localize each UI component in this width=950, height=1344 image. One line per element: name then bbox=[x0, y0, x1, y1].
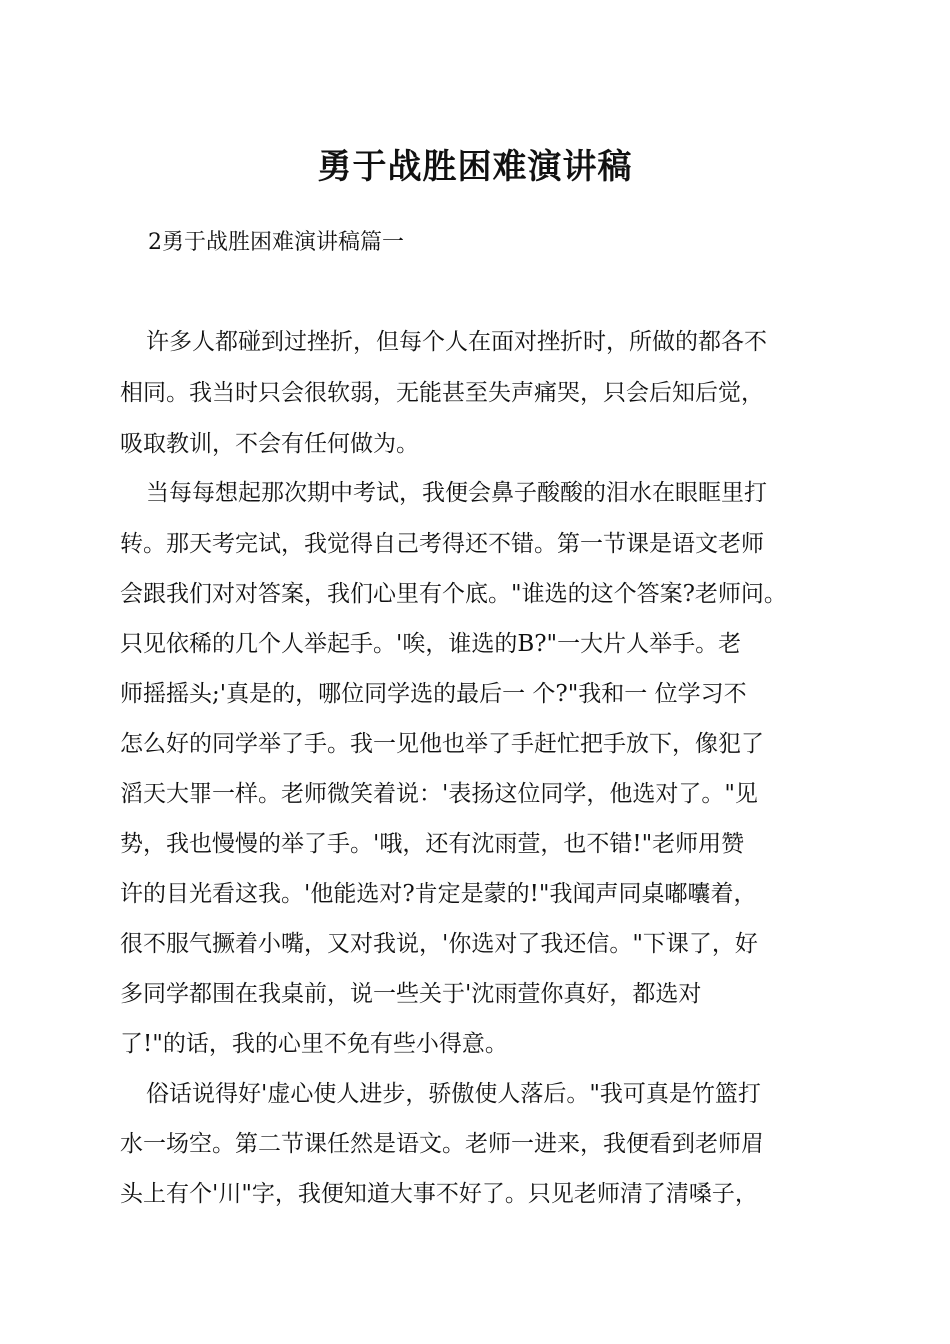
paragraph-line: 相同。我当时只会很软弱，无能甚至失声痛哭，只会后知后觉， bbox=[120, 380, 764, 406]
document-subtitle: 2勇于战胜困难演讲稿篇一 bbox=[148, 230, 404, 255]
paragraph-line: 许多人都碰到过挫折，但每个人在面对挫折时，所做的都各不 bbox=[146, 329, 767, 355]
paragraph-line: 多同学都围在我桌前，说一些关于'沈雨萱你真好，都选对 bbox=[120, 981, 702, 1007]
paragraph-line: 吸取教训，不会有任何做为。 bbox=[120, 431, 419, 457]
paragraph-line: 师摇摇头;'真是的，哪位同学选的最后一 个?"我和一 位学习不 bbox=[120, 681, 747, 707]
paragraph-line: 水一场空。第二节课任然是语文。老师一进来，我便看到老师眉 bbox=[120, 1131, 764, 1157]
document-title: 勇于战胜困难演讲稿 bbox=[317, 147, 633, 187]
paragraph-line: 许的目光看这我。'他能选对?肯定是蒙的!"我闻声同桌嘟囔着， bbox=[120, 881, 757, 907]
paragraph-line: 俗话说得好'虚心使人进步，骄傲使人落后。"我可真是竹篮打 bbox=[146, 1081, 761, 1107]
paragraph-line: 头上有个'川"字，我便知道大事不好了。只见老师清了清嗓子， bbox=[120, 1181, 758, 1207]
paragraph-line: 了!"的话，我的心里不免有些小得意。 bbox=[120, 1031, 508, 1057]
paragraph-line: 会跟我们对对答案，我们心里有个底。"谁选的这个答案?老师问。 bbox=[120, 581, 787, 607]
paragraph-line: 只见依稀的几个人举起手。'唉，谁选的B?"一大片人举手。老 bbox=[120, 631, 742, 657]
paragraph-line: 怎么好的同学举了手。我一见他也举了手赶忙把手放下，像犯了 bbox=[120, 731, 764, 757]
paragraph-line: 势，我也慢慢的举了手。'哦，还有沈雨萱，也不错!"老师用赞 bbox=[120, 831, 745, 857]
paragraph-line: 很不服气撅着小嘴，又对我说，'你选对了我还信。"下课了，好 bbox=[120, 931, 758, 957]
paragraph-line: 当每每想起那次期中考试，我便会鼻子酸酸的泪水在眼眶里打 bbox=[146, 480, 767, 506]
paragraph-line: 转。那天考完试，我觉得自己考得还不错。第一节课是语文老师 bbox=[120, 531, 764, 557]
paragraph-line: 滔天大罪一样。老师微笑着说：'表扬这位同学，他选对了。"见 bbox=[120, 781, 758, 807]
